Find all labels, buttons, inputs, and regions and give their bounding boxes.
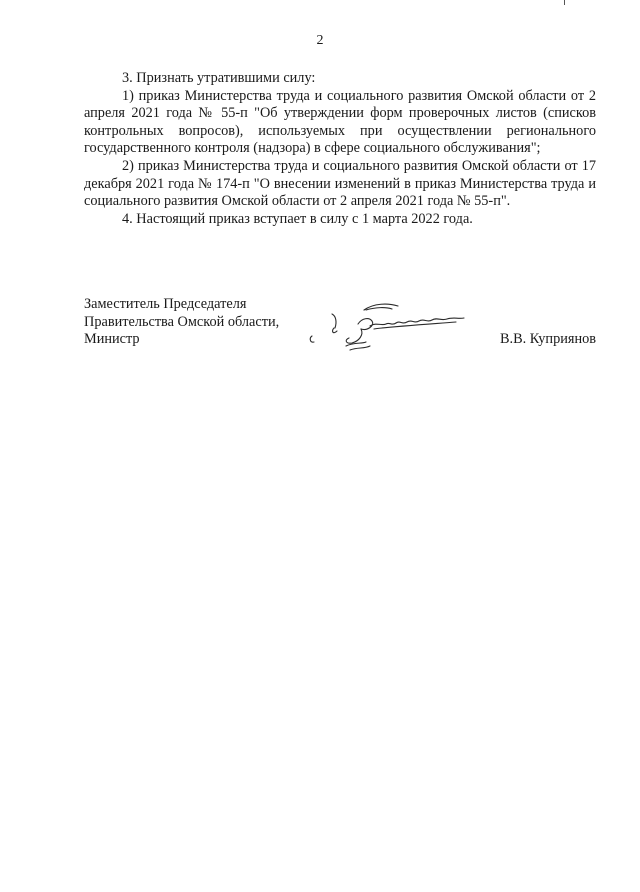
scan-edge-mark <box>564 0 565 5</box>
handwritten-signature-icon <box>306 298 481 356</box>
page-number: 2 <box>316 33 324 48</box>
signature-block <box>84 296 596 356</box>
signer-title-line: Правительства Омской области, <box>84 313 280 330</box>
paragraph-repeal-item-1: 1) приказ Министерства труда и социального развития Омской области от 2 апреля 2021 года № 55-п "Об утверждении форм проверочных листов (списков контрольных вопросов), используемых при осуществлении регионального государственного контроля (надзора) в сфере социального обслуживания"; <box>84 87 596 157</box>
paragraph-repeal-item-2: 2) приказ Министерства труда и социального развития Омской области от 17 декабря 2021 года № 174-п "О внесении изменений в приказ Министерства труда и социального развития Омской области от 2 апреля 2021 года № 55-п". <box>84 157 596 210</box>
signer-title-line: Министр <box>84 331 140 348</box>
signer-name: В.В. Куприянов <box>500 331 596 347</box>
document-body <box>84 70 596 228</box>
paragraph-repeal-heading: 3. Признать утратившими силу: <box>122 70 316 86</box>
paragraph-effective-date: 4. Настоящий приказ вступает в силу с 1 марта 2022 года. <box>122 210 473 227</box>
signer-title-line: Заместитель Председателя <box>84 296 247 312</box>
signer-title <box>84 296 279 349</box>
